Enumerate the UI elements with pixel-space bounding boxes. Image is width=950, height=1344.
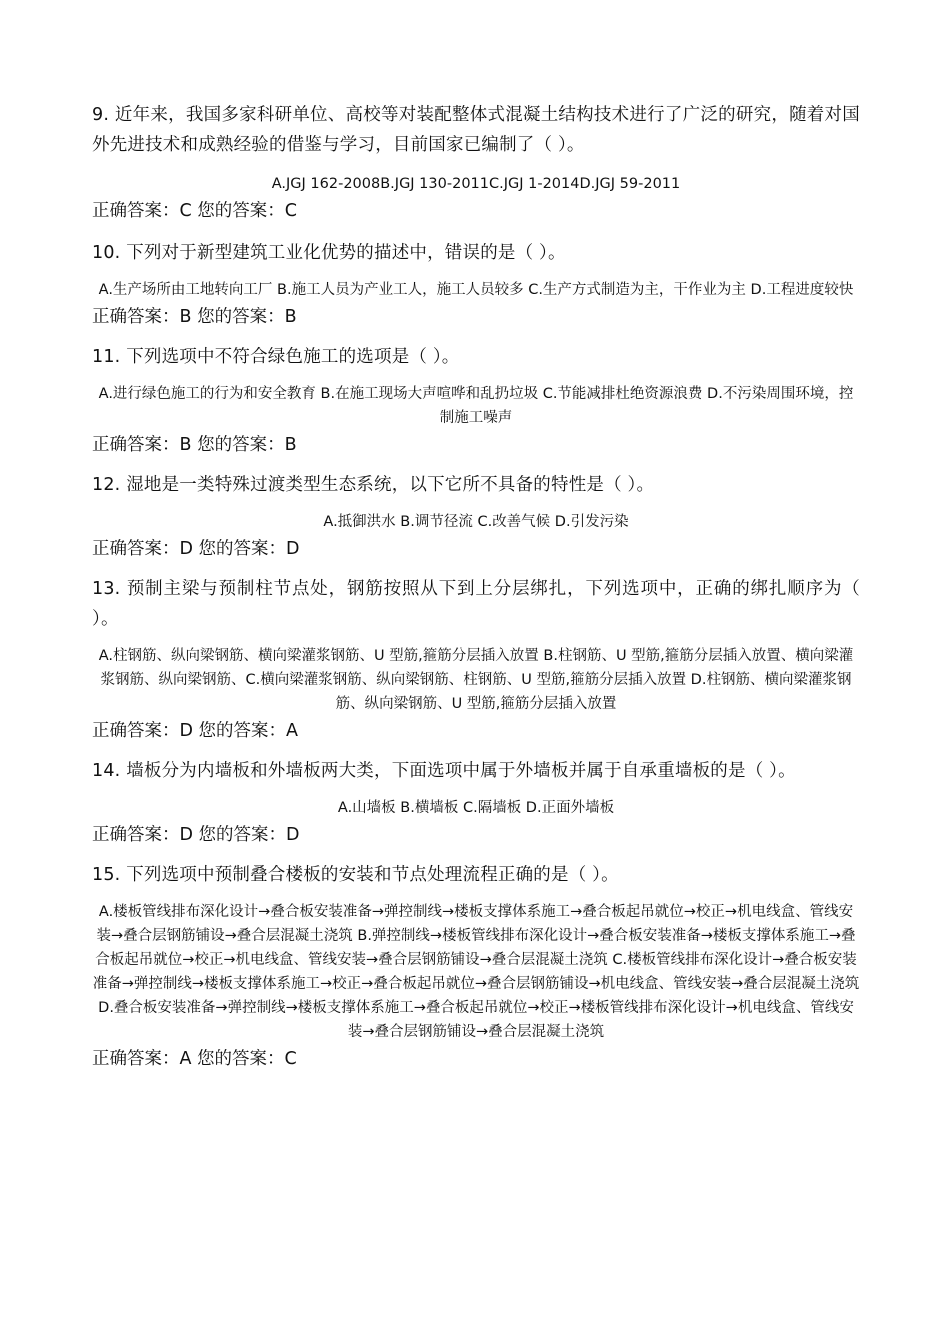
question-options: A.进行绿色施工的行为和安全教育 B.在施工现场大声喧哗和乱扔垃圾 C.节能减排杜绝资源浪费 D.不污染周围环境，控制施工噪声 (98, 386, 854, 426)
answer-line: 正确答案：D 您的答案：D (92, 825, 300, 845)
answer-line: 正确答案：B 您的答案：B (92, 435, 297, 455)
answer-line: 正确答案：A 您的答案：C (92, 1049, 297, 1069)
question-text: 13. 预制主梁与预制柱节点处，钢筋按照从下到上分层绑扎，下列选项中，正确的绑扎顺序为（ ）。 (92, 579, 860, 629)
question-options: A.楼板管线排布深化设计→叠合板安装准备→弹控制线→楼板支撑体系施工→叠合板起吊就位→校正→机电线盒、管线安装→叠合层钢筋铺设→叠合层混凝土浇筑 B.弹控制线→楼板管线排布深化设计→叠合板安装准备→楼板支撑体系施工→叠合板起吊就位→校正→机电线盒、管线安装→叠合层钢筋铺设→叠合层混凝土浇筑 C.楼板管线排布深化设计→叠合板安装准备→弹控制线→楼板支撑体系施工→校正→叠合板起吊就位→叠合层钢筋铺设→机电线盒、管线安装→叠合层混凝土浇筑 D.叠合板安装准备→弹控制线→楼板支撑体系施工→叠合板起吊就位→校正→楼板管线排布深化设计→机电线盒、管线安装→叠合层钢筋铺设→叠合层混凝土浇筑 (92, 904, 860, 1040)
question-11 (92, 342, 860, 460)
document-page (92, 100, 860, 1074)
question-options: A.山墙板 B.横墙板 C.隔墙板 D.正面外墙板 (337, 800, 615, 816)
answer-line: 正确答案：D 您的答案：A (92, 721, 299, 741)
answer-line: 正确答案：D 您的答案：D (92, 539, 300, 559)
question-9 (92, 100, 860, 226)
question-14 (92, 756, 860, 850)
answer-line: 正确答案：B 您的答案：B (92, 307, 297, 327)
question-options: A.柱钢筋、纵向梁钢筋、横向梁灌浆钢筋、U 型筋,箍筋分层插入放置 B.柱钢筋、U 型筋,箍筋分层插入放置、横向梁灌浆钢筋、纵向梁钢筋、C.横向梁灌浆钢筋、纵向梁钢筋、柱钢筋、U 型筋,箍筋分层插入放置 D.柱钢筋、横向梁灌浆钢筋、纵向梁钢筋、U 型筋,箍筋分层插入放置 (98, 648, 854, 712)
question-text: 10. 下列对于新型建筑工业化优势的描述中，错误的是（ ）。 (92, 243, 566, 263)
question-text: 9. 近年来，我国多家科研单位、高校等对装配整体式混凝土结构技术进行了广泛的研究，随着对国外先进技术和成熟经验的借鉴与学习，目前国家已编制了（ ）。 (92, 105, 860, 155)
question-10 (92, 238, 860, 332)
question-13 (92, 574, 860, 746)
question-text: 14. 墙板分为内墙板和外墙板两大类，下面选项中属于外墙板并属于自承重墙板的是（ ）。 (92, 761, 796, 781)
question-options: A.生产场所由工地转向工厂 B.施工人员为产业工人，施工人员较多 C.生产方式制造为主，干作业为主 D.工程进度较快 (98, 282, 854, 298)
question-text: 11. 下列选项中不符合绿色施工的选项是（ ）。 (92, 347, 460, 367)
question-15 (92, 860, 860, 1074)
answer-line: 正确答案：C 您的答案：C (92, 201, 298, 221)
question-options: A.JGJ 162-2008B.JGJ 130-2011C.JGJ 1-2014D.JGJ 59-2011 (271, 176, 681, 192)
question-options: A.抵御洪水 B.调节径流 C.改善气候 D.引发污染 (323, 514, 629, 530)
question-text: 12. 湿地是一类特殊过渡类型生态系统，以下它所不具备的特性是（ ）。 (92, 475, 655, 495)
question-12 (92, 470, 860, 564)
question-text: 15. 下列选项中预制叠合楼板的安装和节点处理流程正确的是（ ）。 (92, 865, 619, 885)
